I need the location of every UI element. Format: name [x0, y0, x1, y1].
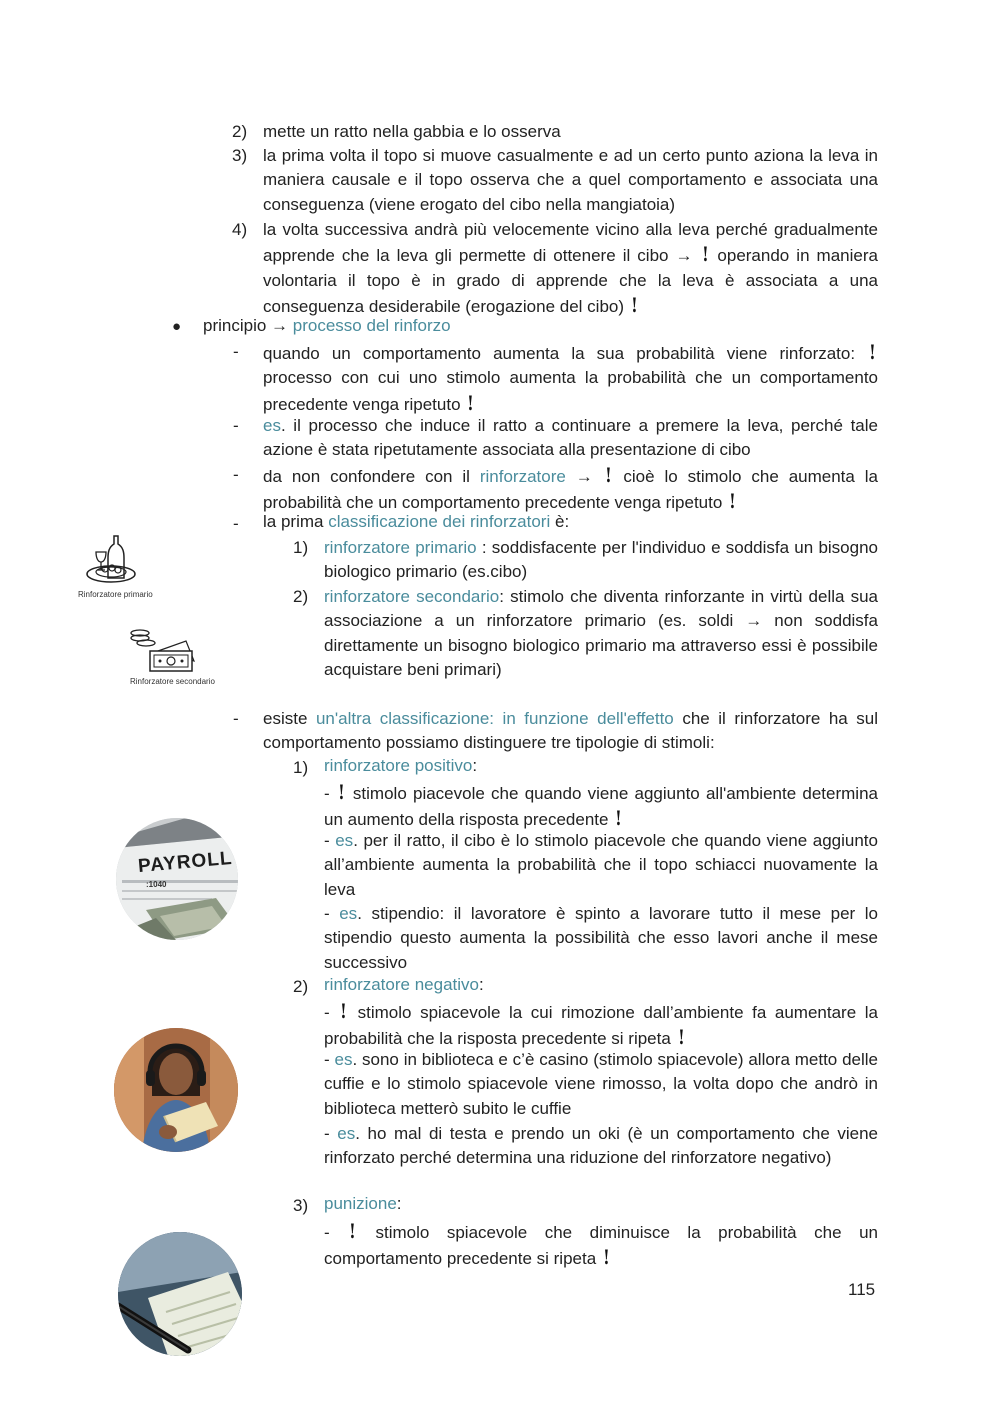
exclamation-icon: ! [338, 780, 345, 804]
arrow-icon: → [575, 467, 593, 486]
form-number: :1040 [146, 880, 167, 889]
sub-item [324, 780, 878, 833]
term-highlight: punizione [324, 1194, 397, 1213]
dash-item [263, 463, 878, 516]
class-number: 3) [293, 1196, 309, 1215]
class-item [324, 536, 878, 585]
colon: : [478, 975, 484, 994]
definition-text: stimolo spiacevole la cui rimozione dall’ambiente fa aumentare la probabilità che la risposta precedente si ripeta [324, 1003, 878, 1049]
dash-text: che il rinforzatore ha sul comportamento possiamo distinguere tre tipologie di stimoli: [263, 709, 878, 753]
step-text [263, 218, 878, 320]
sub-item [324, 902, 878, 975]
class-number: 1) [293, 538, 309, 557]
principle-lead: principio → [203, 316, 289, 335]
exclamation-icon: ! [604, 463, 612, 487]
dash-text: . il processo che induce il ratto a continuare a premere la leva, perché tale azione è stata ripetutamente associata alla presentazione di cibo [263, 416, 878, 460]
dash-marker: - [324, 784, 330, 803]
step-text: mette un ratto nella gabbia e lo osserva [263, 122, 561, 141]
exclamation-icon: ! [869, 340, 876, 364]
page-number: 115 [848, 1280, 876, 1299]
sub-item [324, 999, 878, 1052]
dash-text: da non confondere con il [263, 467, 470, 486]
exclamation-icon: ! [701, 242, 709, 267]
exclamation-icon: ! [615, 806, 622, 831]
sub-item [324, 829, 878, 902]
food-plate-icon [78, 530, 158, 600]
term-highlight: rinforzatore positivo [324, 756, 473, 775]
step-number: 2) [232, 122, 248, 141]
step-number: 3) [232, 146, 248, 165]
principle-line [203, 316, 451, 336]
term-highlight: rinforzatore primario [324, 538, 477, 557]
exclamation-icon: ! [340, 999, 347, 1023]
dash-marker: - [324, 1050, 330, 1069]
sub-item [324, 1122, 878, 1171]
term-highlight: rinforzatore negativo [324, 975, 479, 994]
example-text: . stipendio: il lavoratore è spinto a lavorare tutto il mese per lo stipendio questo aumenta la possibilità che esso lavori anche il mese successivo [324, 904, 878, 972]
dash-marker: - [324, 831, 330, 850]
bullet-icon: ● [172, 318, 182, 335]
term-highlight: rinforzatore secondario [324, 587, 500, 606]
dash-text: quando un comportamento aumenta la sua probabilità viene rinforzato: [263, 344, 856, 363]
dash-marker: - [233, 416, 239, 435]
term-highlight: un'altra classificazione: in funzione dell'effetto [315, 709, 674, 728]
dash-text: cioè lo stimolo che aumenta la probabilità che un comportamento precedente venga ripetuto [263, 467, 878, 513]
example-text: . per il ratto, il cibo è lo stimolo piacevole che quando viene aggiunto all’ambiente aumenta la probabilità che il topo schiacci nuovamente la leva [324, 831, 878, 899]
dash-text: è: [554, 512, 570, 531]
example-label: es [335, 831, 354, 850]
class-heading [324, 756, 477, 776]
dash-marker: - [233, 709, 239, 728]
exclamation-icon: ! [677, 1025, 685, 1050]
figure-caption: Rinforzatore primario [78, 590, 153, 599]
exclamation-icon: ! [467, 390, 474, 415]
dash-item [263, 340, 878, 417]
money-icon [128, 625, 218, 690]
payroll-label: PAYROLL [137, 847, 234, 878]
class-heading [324, 1194, 402, 1214]
dash-marker: - [324, 904, 330, 923]
example-text: . sono in biblioteca e c’è casino (stimolo spiacevole) allora metto delle cuffie e lo stimolo spiacevole viene rimosso, la volta dopo che andrò in biblioteca metterò subito le cuffie [324, 1050, 878, 1118]
dash-marker: - [233, 465, 239, 484]
class-heading [324, 975, 484, 995]
exclamation-icon: ! [630, 293, 638, 318]
example-label: es [334, 1050, 353, 1069]
payroll-photo [116, 818, 238, 940]
sub-item [324, 1219, 878, 1272]
example-text: . ho mal di testa e prendo un oki (è un comportamento che viene rinforzato perché determina una riduzione del rinforzatore negativo) [324, 1124, 878, 1168]
pen-document-photo [118, 1232, 242, 1356]
term-highlight: classificazione dei rinforzatori [328, 512, 551, 531]
class-number: 2) [293, 977, 309, 996]
example-label: es [263, 416, 281, 435]
exclamation-icon: ! [729, 489, 736, 514]
definition-text: stimolo piacevole che quando viene aggiunto all'ambiente determina un aumento della risposta precedente [324, 784, 878, 830]
step-number: 4) [232, 220, 248, 239]
figure-caption: Rinforzatore secondario [130, 677, 215, 686]
definition-text: stimolo spiacevole che diminuisce la probabilità che un comportamento precedente si ripeta [324, 1223, 878, 1269]
colon: : [472, 756, 478, 775]
principle-highlight: processo del rinforzo [292, 316, 451, 335]
example-label: es [337, 1124, 356, 1143]
exclamation-icon: ! [349, 1219, 356, 1243]
dash-marker: - [324, 1003, 330, 1022]
dash-item [263, 414, 878, 463]
dash-item [263, 512, 569, 532]
dash-item [263, 707, 878, 756]
student-reading-photo [114, 1028, 238, 1152]
step-text-b: operando in maniera volontaria il topo è in grado di apprende che la leva è associata a una conseguenza desiderabile (erogazione del cibo) [263, 246, 878, 317]
class-number: 1) [293, 758, 309, 777]
step-text-a: la volta successiva andrà più velocemente vicino alla leva perché gradualmente apprende che la leva gli permette di ottenere il cibo → [263, 220, 878, 266]
step-text: la prima volta il topo si muove casualmente e ad un certo punto aziona la leva in maniera causale e il topo osserva che a quel comportamento e associata una conseguenza (viene erogato del cibo nella mangiatoia) [263, 146, 878, 214]
example-label: es [339, 904, 358, 923]
dash-marker: - [233, 342, 239, 361]
exclamation-icon: ! [602, 1245, 610, 1270]
dash-text: la prima [263, 512, 324, 531]
dash-marker: - [233, 514, 239, 533]
dash-marker: - [324, 1124, 330, 1143]
colon: : [396, 1194, 402, 1213]
sub-item [324, 1048, 878, 1121]
class-item [324, 585, 878, 683]
dash-text: esiste [263, 709, 308, 728]
class-text: : stimolo che diventa rinforzante in virtù della sua associazione a un rinforzatore primario (es. soldi → non soddisfa direttamente un bisogno biologico primario ma attraverso essi è possibile acquistare beni primari) [324, 587, 878, 680]
class-text: : soddisfacente per l'individuo e soddisfa un bisogno biologico primario (es.cibo) [324, 538, 878, 582]
dash-marker: - [324, 1223, 330, 1242]
dash-text: processo con cui uno stimolo aumenta la probabilità che un comportamento precedente venga ripetuto [263, 368, 878, 414]
term-highlight: rinforzatore [479, 467, 566, 486]
class-number: 2) [293, 587, 309, 606]
